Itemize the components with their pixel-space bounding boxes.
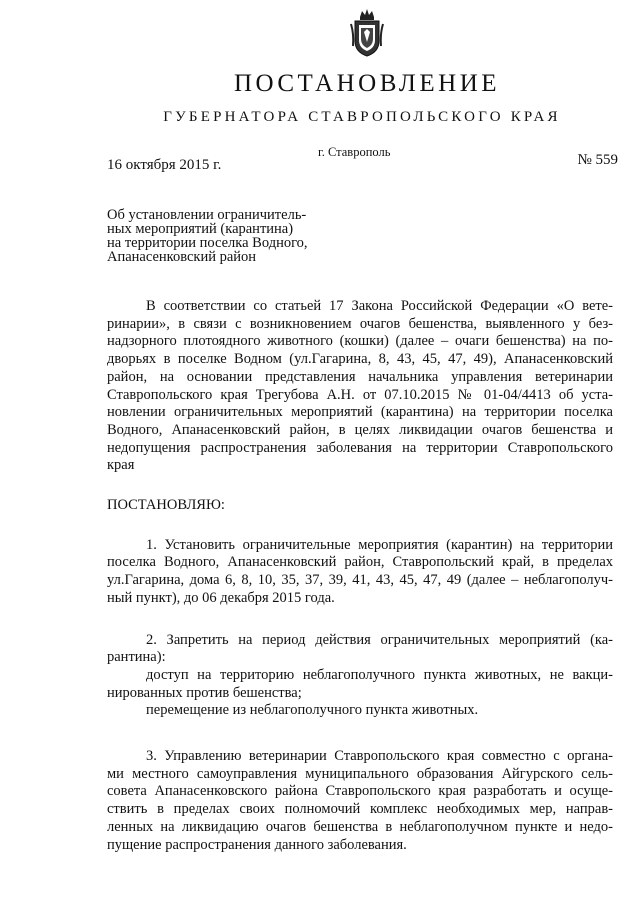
item-1-paragraph bbox=[107, 537, 613, 608]
decree-word: ПОСТАНОВЛЯЮ: bbox=[107, 497, 225, 514]
text-line: ул.Гагарина, дома 6, 8, 10, 35, 37, 39, 41, 43, 45, 47, 49 (далее – неблагополуч- bbox=[107, 572, 613, 589]
document-issuer: ГУБЕРНАТОРА СТАВРОПОЛЬСКОГО КРАЯ bbox=[163, 109, 561, 125]
text-line: ми местного самоуправления муниципального образования Айгурского сель- bbox=[107, 765, 613, 782]
text-line: ленных на ликвидацию очагов бешенства в неблагополучном пункте и недо- bbox=[107, 818, 613, 835]
text-line: Ставропольского края Трегубова А.Н. от 07.10.2015 № 01-04/4413 об уста- bbox=[107, 386, 613, 403]
text-line: новлении ограничительных мероприятий (карантина) на территории поселка bbox=[107, 404, 613, 421]
text-line: район, на основании представления начальника управления ветеринарии bbox=[107, 368, 613, 385]
text-line: 3. Управлению ветеринарии Ставропольского края совместно с органа- bbox=[146, 748, 613, 765]
text-line: ринарии», в связи с возникновением очагов бешенства, выявленного у без- bbox=[107, 315, 613, 332]
text-line: нированных против бешенства; bbox=[107, 684, 302, 701]
text-line: 2. Запретить на период действия ограничительных мероприятий (ка- bbox=[146, 631, 613, 648]
document-subject bbox=[107, 208, 347, 264]
item-2-paragraph bbox=[107, 632, 613, 721]
text-line: ствить в пределах своих полномочий комплекс необходимых мер, направ- bbox=[107, 801, 613, 818]
text-line: В соответствии со статьей 17 Закона Российской Федерации «О вете- bbox=[146, 298, 613, 314]
document-body bbox=[107, 298, 613, 854]
text-line: рантина): bbox=[107, 649, 166, 666]
text-line: поселка Водного, Апанасенковский район, Ставропольский край, в пределах bbox=[107, 554, 613, 571]
text-line: доступ на территорию неблагополучного пункта животных, не вакци- bbox=[146, 666, 613, 683]
item-3-paragraph bbox=[107, 748, 613, 854]
text-line: перемещение из неблагополучного пункта животных. bbox=[146, 702, 479, 719]
text-line: надзорного плотоядного животного (кошки) (далее – очаги бешенства) на по- bbox=[107, 333, 613, 350]
text-line: Водного, Апанасенковский район, в целях ликвидации очагов бешенства и bbox=[107, 421, 613, 438]
preamble-paragraph bbox=[107, 298, 613, 475]
document-number: № 559 bbox=[577, 152, 618, 168]
subject-line: Апанасенковский район bbox=[107, 249, 257, 265]
text-line: ный пункт), до 06 декабря 2015 года. bbox=[107, 589, 335, 606]
text-line: дворьях в поселке Водном (ул.Гагарина, 8, 43, 45, 47, 49), Апанасенковский bbox=[107, 351, 613, 368]
text-line: 1. Установить ограничительные мероприятия (карантин) на территории bbox=[146, 536, 613, 553]
document-date: 16 октября 2015 г. bbox=[107, 157, 222, 173]
document-title: ПОСТАНОВЛЕНИЕ bbox=[233, 70, 501, 97]
text-line: недопущения распространения заболевания на территории Ставропольского bbox=[107, 439, 613, 456]
subject-line: ных мероприятий (карантина) bbox=[107, 221, 294, 237]
text-line: совета Апанасенковского района Ставропольского края разработать и осуще- bbox=[107, 783, 613, 800]
subject-line: Об установлении ограничитель- bbox=[107, 207, 307, 223]
text-line: пущение распространения данного заболевания. bbox=[107, 836, 407, 853]
city-label: г. Ставрополь bbox=[318, 145, 391, 159]
subject-line: на территории поселка Водного, bbox=[107, 235, 308, 251]
text-line: края bbox=[107, 457, 135, 474]
coat-of-arms-icon bbox=[349, 8, 385, 58]
